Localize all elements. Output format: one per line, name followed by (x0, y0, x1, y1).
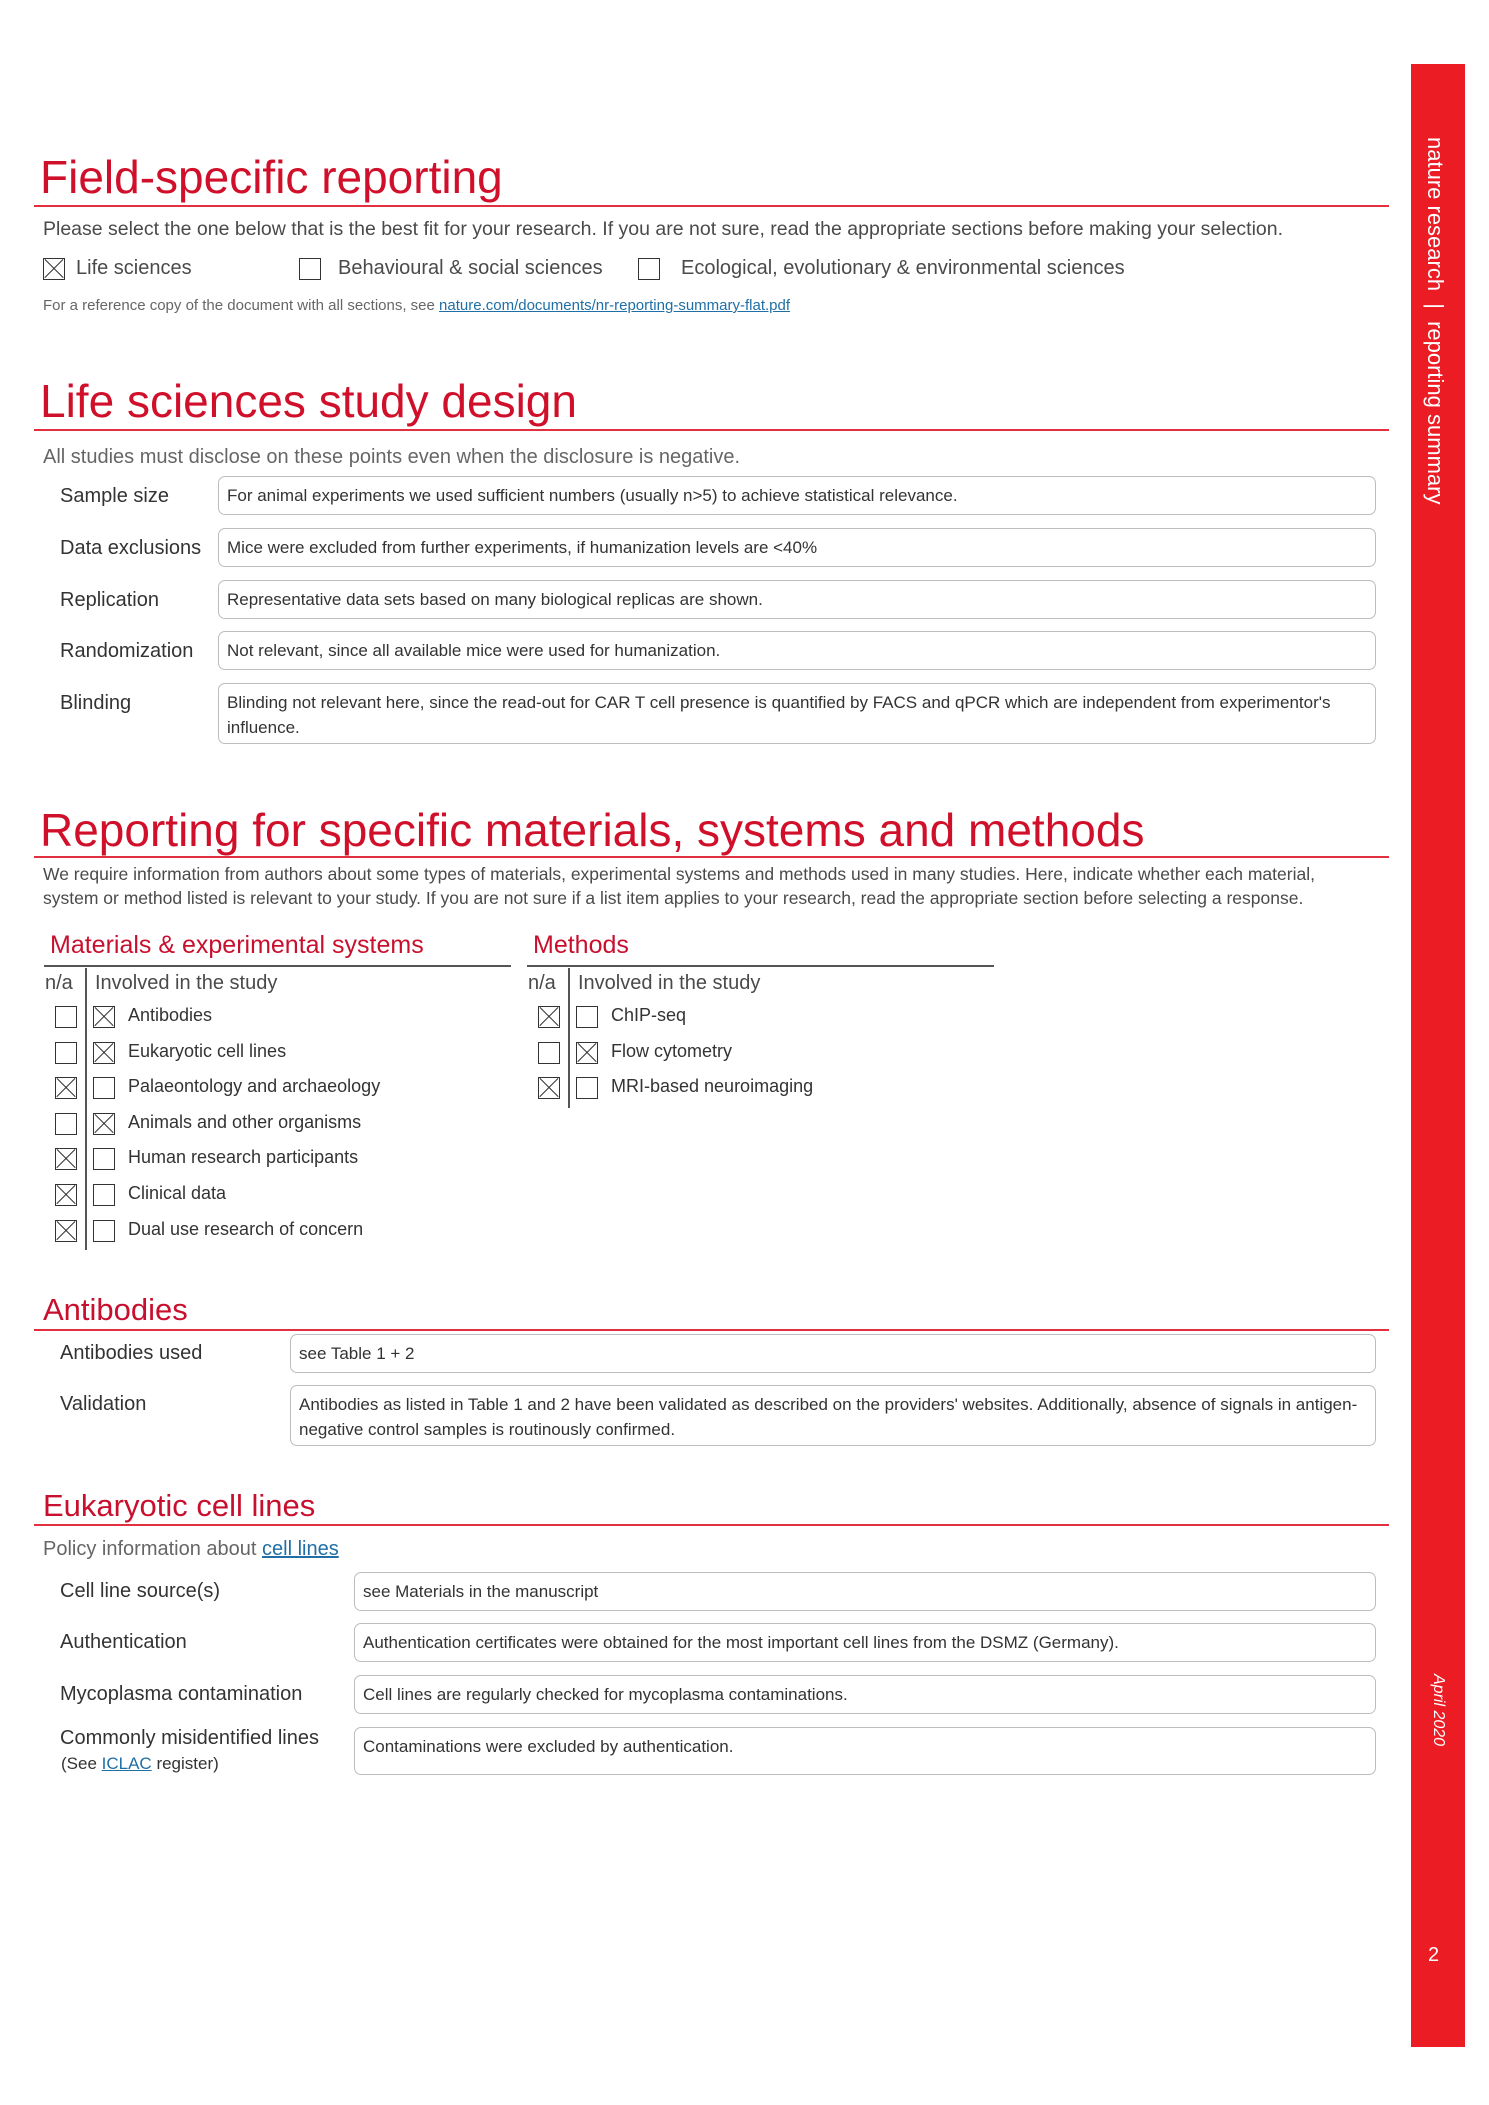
blinding-field[interactable]: Blinding not relevant here, since the read-out for CAR T cell presence is quantified by FACS and qPCR which are independent from experimentor's influence. (218, 683, 1376, 744)
authentication-field[interactable]: Authentication certificates were obtained for the most important cell lines from the DSMZ (Germany). (354, 1623, 1376, 1662)
animals-na-checkbox[interactable] (55, 1113, 77, 1135)
flow-cytometry-na-checkbox[interactable] (538, 1042, 560, 1064)
cell-lines-policy (43, 1538, 339, 1561)
replication-label: Replication (60, 589, 159, 611)
palaeontology-na-checkbox[interactable] (55, 1077, 77, 1099)
systems-title: Materials & experimental systems (50, 931, 424, 959)
dual-use-involved-checkbox[interactable] (93, 1220, 115, 1242)
behavioural-label: Behavioural & social sciences (338, 257, 603, 279)
section-title-antibodies: Antibodies (43, 1292, 188, 1327)
clinical-data-involved-checkbox[interactable] (93, 1184, 115, 1206)
misidentified-label: Commonly misidentified lines (60, 1727, 319, 1749)
behavioural-checkbox[interactable] (299, 258, 321, 280)
methods-col-involved: Involved in the study (578, 972, 761, 994)
antibodies-used-label: Antibodies used (60, 1342, 203, 1364)
iclac-link[interactable]: ICLAC (101, 1754, 152, 1773)
replication-field[interactable]: Representative data sets based on many biological replicas are shown. (218, 580, 1376, 619)
study-design-intro: All studies must disclose on these points even when the disclosure is negative. (43, 446, 741, 468)
animals-row-label: Animals and other organisms (128, 1112, 362, 1132)
section-rule (34, 205, 1389, 207)
mri-involved-checkbox[interactable] (576, 1077, 598, 1099)
systems-col-involved: Involved in the study (95, 972, 278, 994)
reference-prefix: For a reference copy of the document with all sections, see (43, 297, 440, 314)
animals-involved-checkbox[interactable] (93, 1113, 115, 1135)
reference-link[interactable]: nature.com/documents/nr-reporting-summary-flat.pdf (439, 297, 791, 314)
iclac-note (61, 1754, 219, 1774)
page-number: 2 (1428, 1944, 1440, 1966)
sidebar-brand: nature research (1423, 137, 1448, 292)
antibodies-na-checkbox[interactable] (55, 1006, 77, 1028)
field-instruction: Please select the one below that is the best fit for your research. If you are not sure, read the appropriate sections before making your selection. (43, 218, 1284, 240)
section-rule (34, 429, 1389, 431)
flow-cytometry-row-label: Flow cytometry (611, 1041, 733, 1061)
chip-seq-na-checkbox[interactable] (538, 1006, 560, 1028)
human-participants-row-label: Human research participants (128, 1147, 359, 1167)
methods-col-na: n/a (528, 972, 556, 994)
flow-cytometry-involved-checkbox[interactable] (576, 1042, 598, 1064)
human-participants-na-checkbox[interactable] (55, 1148, 77, 1170)
systems-col-na: n/a (45, 972, 73, 994)
antibodies-used-field[interactable]: see Table 1 + 2 (290, 1334, 1376, 1373)
life-sciences-label: Life sciences (76, 257, 192, 279)
sidebar-band (1411, 64, 1465, 2047)
data-exclusions-label: Data exclusions (60, 537, 202, 559)
data-exclusions-field[interactable]: Mice were excluded from further experiments, if humanization levels are <40% (218, 528, 1376, 567)
randomization-field[interactable]: Not relevant, since all available mice were used for humanization. (218, 631, 1376, 670)
cell-lines-link[interactable]: cell lines (262, 1538, 339, 1560)
cell-lines-row-label: Eukaryotic cell lines (128, 1041, 287, 1061)
sample-size-field[interactable]: For animal experiments we used sufficient numbers (usually n>5) to achieve statistical relevance. (218, 476, 1376, 515)
cell-line-source-field[interactable]: see Materials in the manuscript (354, 1572, 1376, 1611)
section-title-study-design: Life sciences study design (40, 375, 577, 427)
mycoplasma-label: Mycoplasma contamination (60, 1683, 303, 1705)
dual-use-row-label: Dual use research of concern (128, 1219, 364, 1239)
iclac-prefix: (See (61, 1754, 102, 1773)
mri-row-label: MRI-based neuroimaging (611, 1076, 814, 1096)
methods-rule (527, 965, 994, 967)
sidebar-doc: reporting summary (1423, 321, 1448, 505)
cell-line-source-label: Cell line source(s) (60, 1580, 221, 1602)
palaeontology-involved-checkbox[interactable] (93, 1077, 115, 1099)
validation-label: Validation (60, 1393, 147, 1415)
chip-seq-involved-checkbox[interactable] (576, 1006, 598, 1028)
section-title-materials: Reporting for specific materials, systems and methods (40, 804, 1145, 856)
sidebar-date: April 2020 (1430, 1674, 1447, 1747)
iclac-suffix: register) (151, 1754, 219, 1773)
antibodies-row-label: Antibodies (128, 1005, 213, 1025)
randomization-label: Randomization (60, 640, 194, 662)
materials-intro-1: We require information from authors about some types of materials, experimental systems and methods used in many studies. Here, indicate whether each material, (43, 864, 1315, 884)
cell-lines-involved-checkbox[interactable] (93, 1042, 115, 1064)
sample-size-label: Sample size (60, 485, 169, 507)
section-title-cell-lines: Eukaryotic cell lines (43, 1488, 316, 1523)
palaeontology-row-label: Palaeontology and archaeology (128, 1076, 381, 1096)
materials-intro-2: system or method listed is relevant to your study. If you are not sure if a list item applies to your research, read the appropriate section before selecting a response. (43, 888, 1304, 908)
mri-na-checkbox[interactable] (538, 1077, 560, 1099)
authentication-label: Authentication (60, 1631, 187, 1653)
methods-title: Methods (533, 931, 629, 959)
life-sciences-checkbox[interactable] (43, 258, 65, 280)
validation-field[interactable]: Antibodies as listed in Table 1 and 2 have been validated as described on the providers' websites. Additionally, absence of signals in antigen-negative control samples is routinously confirmed. (290, 1385, 1376, 1446)
section-rule (34, 1524, 1389, 1526)
ecological-checkbox[interactable] (638, 258, 660, 280)
section-rule (34, 1329, 1389, 1331)
antibodies-involved-checkbox[interactable] (93, 1006, 115, 1028)
section-rule (34, 856, 1389, 858)
policy-prefix: Policy information about (43, 1538, 263, 1560)
systems-rule (44, 965, 511, 967)
cell-lines-na-checkbox[interactable] (55, 1042, 77, 1064)
sidebar-brand-block (1422, 137, 1448, 504)
clinical-data-row-label: Clinical data (128, 1183, 227, 1203)
clinical-data-na-checkbox[interactable] (55, 1184, 77, 1206)
blinding-label: Blinding (60, 692, 132, 714)
dual-use-na-checkbox[interactable] (55, 1220, 77, 1242)
chip-seq-row-label: ChIP-seq (611, 1005, 687, 1025)
misidentified-field[interactable]: Contaminations were excluded by authentication. (354, 1727, 1376, 1775)
mycoplasma-field[interactable]: Cell lines are regularly checked for mycoplasma contaminations. (354, 1675, 1376, 1714)
systems-divider (85, 968, 87, 1250)
methods-divider (568, 968, 570, 1108)
human-participants-involved-checkbox[interactable] (93, 1148, 115, 1170)
ecological-label: Ecological, evolutionary & environmental sciences (681, 257, 1125, 279)
section-title-field-specific: Field-specific reporting (40, 151, 503, 203)
reference-note (43, 297, 790, 314)
sidebar-separator: | (1423, 303, 1448, 309)
